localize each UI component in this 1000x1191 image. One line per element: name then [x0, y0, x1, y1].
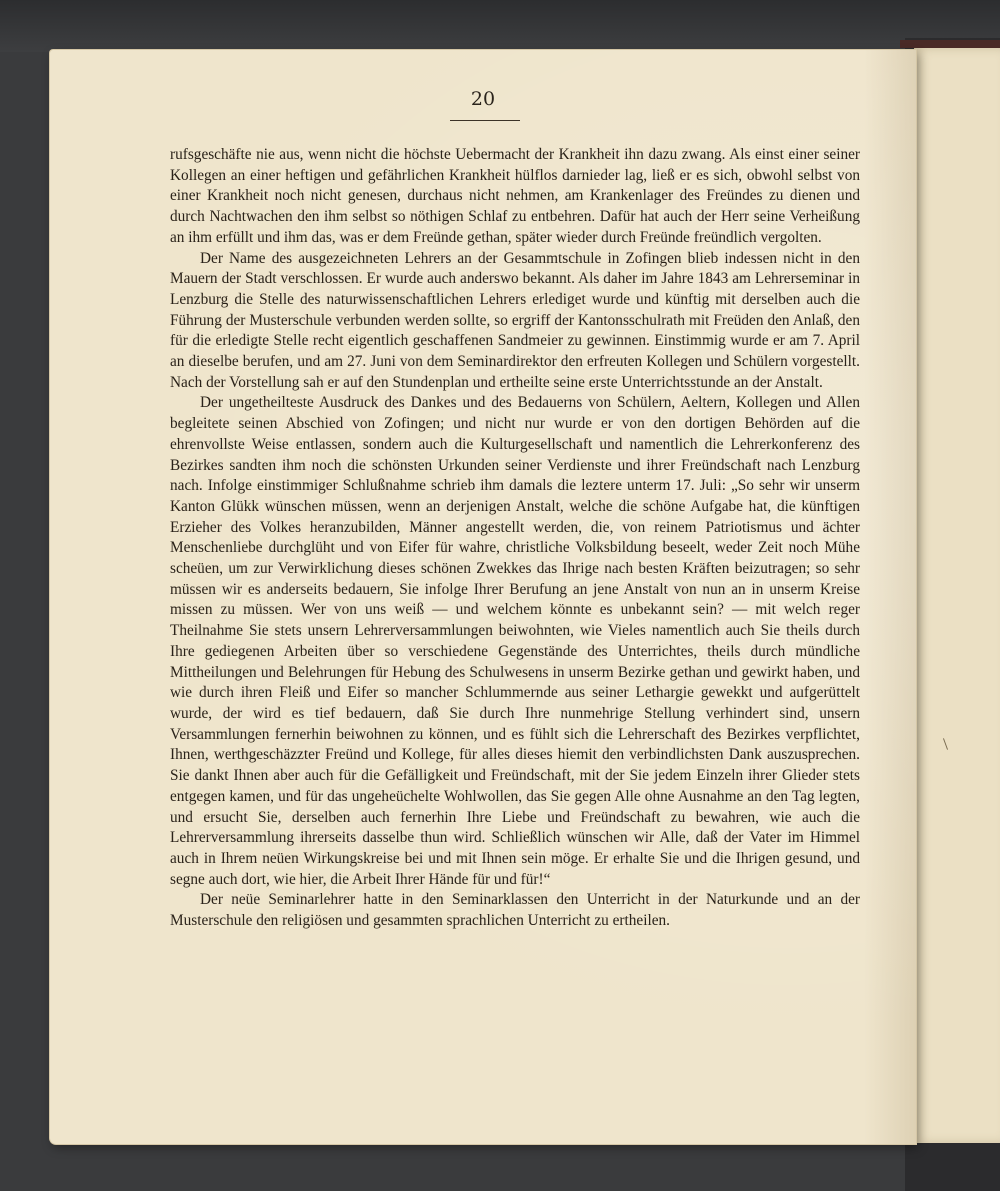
paragraph-4: Der neüe Seminarlehrer hatte in den Seminarklassen den Unterricht in der Naturkunde und an der Musterschule den religiösen und gesammten sprachlichen Unterricht zu ertheilen.: [170, 891, 860, 930]
paragraph-1: rufsgeschäfte nie aus, wenn nicht die höchste Uebermacht der Krankheit ihn dazu zwang. Als einst einer seiner Kollegen an einer heftigen und gefährlichen Krankheit hülflos darnieder lag, ließ er es sich, obwohl selbst von einer Krankheit noch nicht genesen, durchaus nicht nehmen, am Krankenlager des Freündes zu dienen und durch Nachtwachen den ihm selbst so nöthigen Schlaf zu entbehren. Dafür hat auch der Herr seine Verheißung an ihm erfüllt und ihm das, was er dem Freünde gethan, später wieder durch Freünde freündlich vergolten.: [170, 146, 860, 246]
scanner-backdrop: [0, 0, 1000, 52]
body-text: [170, 145, 860, 932]
facing-page-edge: [914, 48, 1000, 1143]
page-number: 20: [470, 88, 496, 110]
facing-page-mark: [943, 738, 948, 750]
paragraph-2: Der Name des ausgezeichneten Lehrers an der Gesammtschule in Zofingen blieb indessen nicht in den Mauern der Stadt verschlossen. Er wurde auch anderswo bekannt. Als daher im Jahre 1843 am Lehrerseminar in Lenzburg die Stelle des naturwissenschaftlichen Lehrers erlediget wurde und künftig mit derselben auch die Führung der Musterschule verbunden werden sollte, so ergriff der Kantonsschulrath mit Freüden den Anlaß, den für die erledigte Stelle recht eigentlich geschaffenen Sandmeier zu gewinnen. Einstimmig wurde er am 7. April an dieselbe berufen, und am 27. Juni von dem Seminardirektor den erfreuten Kollegen und Schülern vorgestellt. Nach der Vorstellung sah er auf den Stundenplan und ertheilte seine erste Unterrichtsstunde an der Anstalt.: [170, 249, 860, 391]
book-cover-corner: [900, 40, 1000, 48]
paragraph-3: Der ungetheilteste Ausdruck des Dankes und des Bedauerns von Schülern, Aeltern, Kollegen und Allen begleitete seinen Abschied von Zofingen; und nicht nur wurde er von den dortigen Behörden auf die ehrenvollste Weise entlassen, sondern auch die Kulturgesellschaft und namentlich die Lehrerkonferenz des Bezirkes sandten ihm noch die schönsten Urkunden seiner Verdienste und ihrer Freündschaft nach Lenzburg nach. Infolge einstimmiger Schlußnahme schrieb ihm damals die leztere unterm 17. Juli: „So sehr wir unserm Kanton Glükk wünschen müssen, wenn an derjenigen Anstalt, welche die schöne Aufgabe hat, die künftigen Erzieher des Volkes heranzubilden, Männer angestellt werden, die, von reinem Patriotismus und ächter Menschenliebe durchglüht und von Eifer für wahre, christliche Volksbildung beseelt, weder Zeit noch Mühe scheüen, um zur Verwirklichung dieses schönen Zwekkes das Ihrige nach besten Kräften beizutragen; so sehr müssen wir es anderseits bedauern, Sie infolge Ihrer Berufung an jene Anstalt von nun an in unserm Kreise missen zu müssen. Wer von uns weiß — und welchem könnte es unbekannt sein? — mit welch reger Theilnahme Sie stets unsern Lehrerversammlungen beiwohnten, wie Vieles namentlich auch Sie theils durch Ihre gediegenen Arbeiten über so verschiedene Gegenstände des Unterrichtes, theils durch mündliche Mittheilungen und Belehrungen für Hebung des Schulwesens in unserm Bezirke gethan und gewirkt haben, und wie durch ihren Fleiß und Eifer so mancher Schlummernde aus seiner Lethargie gewekkt und aufgerüttelt wurde, der wird es tief bedauern, daß Sie durch Ihre nunmehrige Stellung verhindert sind, unsern Versammlungen fernerhin beiwohnen zu können, und es fühlt sich die Lehrerschaft des Bezirkes verpflichtet, Ihnen, werthgeschäzzter Freünd und Kollege, für alles dieses hiemit den verbindlichsten Dank auszusprechen. Sie dankt Ihnen aber auch für die Gefälligkeit und Freündschaft, mit der Sie jedem Einzeln ihrer Glieder stets entgegen kamen, und für das ungeheüchelte Wohlwollen, das Sie gegen Alle ohne Ausnahme an den Tag legten, und ersucht Sie, derselben auch fernerhin Ihre Liebe und Freündschaft zu bewahren, wie auch die Lehrerversammlung ihrerseits dasselbe thun wird. Schließlich wünschen wir Alle, daß der Vater im Himmel auch in Ihrem neüen Wirkungskreise bei und mit Ihnen sein möge. Er erhalte Sie und die Ihrigen gesund, und segne auch dort, wie hier, die Arbeit Ihrer Hände für und für!“: [170, 394, 860, 888]
page-number-rule: [450, 120, 520, 121]
book-page: [50, 50, 916, 1144]
